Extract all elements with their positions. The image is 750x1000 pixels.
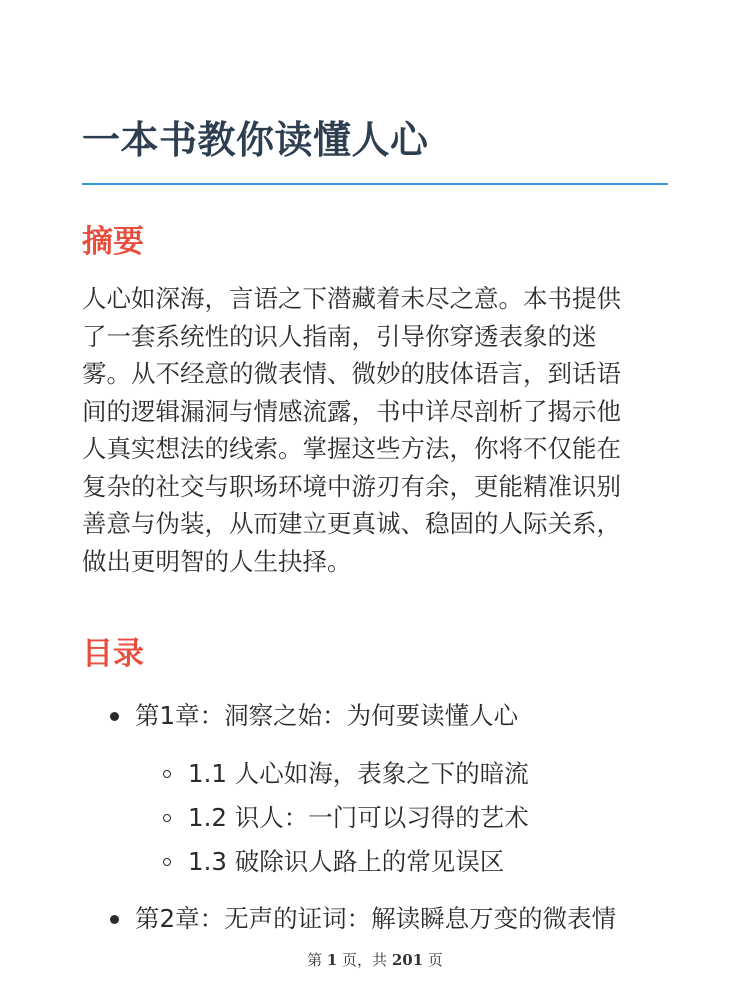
abstract-line: 做出更明智的人生抉择。	[82, 546, 352, 576]
abstract-line: 雾。从不经意的微表情、微妙的肢体语言，到话语	[82, 359, 621, 388]
total-page-count: 201	[391, 951, 424, 969]
abstract-line: 人真实想法的线索。掌握这些方法，你将不仅能在	[82, 434, 621, 463]
current-page-number: 1	[326, 951, 338, 969]
abstract-paragraph	[82, 280, 672, 580]
toc-heading: 目录	[82, 636, 144, 672]
footer-suffix: 页	[423, 951, 443, 969]
document-title: 一本书教你读懂人心	[82, 118, 429, 162]
abstract-line: 人心如深海，言语之下潜藏着未尽之意。本书提供	[82, 284, 621, 313]
bullet-disc-icon	[110, 915, 119, 924]
bullet-circle-icon	[163, 814, 171, 822]
bullet-disc-icon	[110, 712, 119, 721]
abstract-line: 复杂的社交与职场环境中游刃有余，更能精准识别	[82, 471, 621, 501]
abstract-line: 了一套系统性的识人指南，引导你穿透表象的迷	[82, 321, 597, 351]
page-footer	[0, 948, 750, 972]
toc-section-1-2[interactable]: 1.2 识人：一门可以习得的艺术	[188, 803, 529, 832]
abstract-line: 间的逻辑漏洞与情感流露，书中详尽剖析了揭示他	[82, 396, 621, 426]
toc-chapter-1[interactable]: 第1章：洞察之始：为何要读懂人心	[135, 701, 519, 730]
title-divider	[82, 183, 668, 185]
toc-section-1-3[interactable]: 1.3 破除识人路上的常见误区	[188, 847, 505, 876]
bullet-circle-icon	[163, 770, 171, 778]
toc-chapter-2[interactable]: 第2章：无声的证词：解读瞬息万变的微表情	[135, 904, 617, 933]
footer-prefix: 第	[307, 951, 327, 969]
bullet-circle-icon	[163, 858, 171, 866]
footer-middle: 页，共	[337, 951, 392, 969]
toc-section-1-1[interactable]: 1.1 人心如海，表象之下的暗流	[188, 759, 529, 788]
abstract-heading: 摘要	[82, 224, 144, 260]
abstract-line: 善意与伪装，从而建立更真诚、稳固的人际关系，	[82, 509, 621, 538]
